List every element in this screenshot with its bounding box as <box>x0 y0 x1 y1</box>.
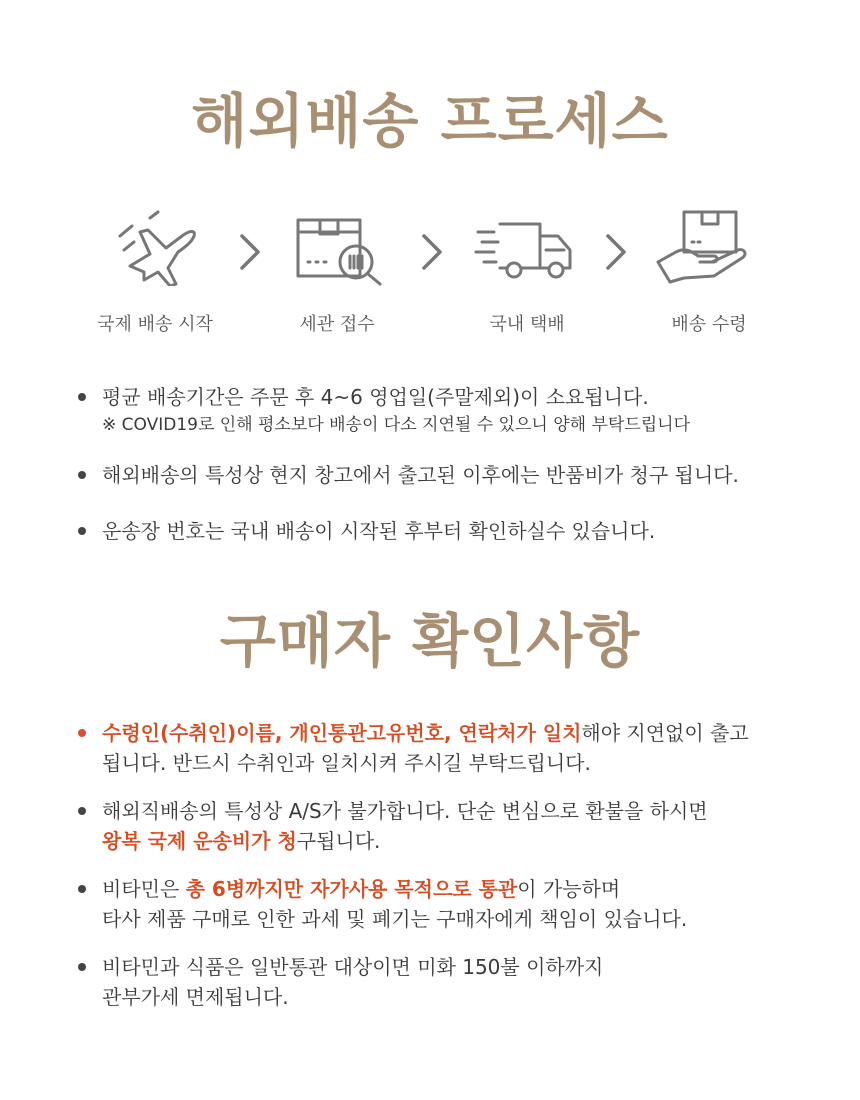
chevron-right-icon <box>414 230 450 274</box>
bullet-icon <box>78 729 86 737</box>
as-refund-text: 해외직배송의 특성상 A/S가 불가합니다. 단순 변심으로 환불을 하시면 <box>102 799 708 823</box>
return-shipping-text: 구됩니다. <box>296 829 381 853</box>
tax-disposal-text: 타사 제품 구매로 인한 과세 및 폐기는 구매자에게 책임이 있습니다. <box>102 907 688 931</box>
buyer-checklist <box>74 718 814 1012</box>
chevron-right-icon <box>598 230 634 274</box>
bullet-icon <box>78 393 86 401</box>
bullet-icon <box>78 471 86 479</box>
recipient-info-highlight: 수령인(수취인)이름, 개인통관고유번호, 연락처가 일치 <box>102 721 582 745</box>
list-item <box>74 718 814 778</box>
list-item <box>74 874 814 934</box>
list-item <box>74 382 814 438</box>
return-fee-text: 해외배송의 특성상 현지 창고에서 출고된 이후에는 반품비가 청구 됩니다. <box>102 463 739 487</box>
airplane-icon <box>110 206 210 286</box>
vitamin-limit-text: 비타민은 <box>102 877 186 901</box>
customs-box-icon <box>290 206 390 286</box>
duty-free-text: 비타민과 식품은 일반통관 대상이면 미화 150불 이하까지 <box>102 955 604 979</box>
return-shipping-highlight: 왕복 국제 운송비가 청 <box>102 829 297 853</box>
recipient-info-text: 해야 지연없이 출고 <box>581 721 749 745</box>
bullet-icon <box>78 963 86 971</box>
bullet-icon <box>78 885 86 893</box>
step-label-customs: 세관 접수 <box>299 314 375 335</box>
step-label-delivery-received: 배송 수령 <box>671 314 747 335</box>
step-label-domestic-delivery: 국내 택배 <box>489 314 565 335</box>
step-label-international-shipping: 국제 배송 시작 <box>97 314 213 335</box>
duty-free-text-2: 관부가세 면제됩니다. <box>102 985 289 1009</box>
buyer-checklist-title: 구매자 확인사항 <box>219 607 641 675</box>
list-item <box>74 516 814 546</box>
list-item <box>74 796 814 856</box>
delivery-truck-icon <box>474 206 574 286</box>
bullet-icon <box>78 527 86 535</box>
vitamin-limit-text-2: 이 가능하며 <box>517 877 621 901</box>
shipping-process-title: 해외배송 프로세스 <box>191 87 669 155</box>
shipping-steps <box>0 200 860 350</box>
hand-package-icon <box>654 206 754 286</box>
delivery-period-text: 평균 배송기간은 주문 후 4~6 영업일(주말제외)이 소요됩니다. <box>102 385 649 409</box>
list-item <box>74 952 814 1012</box>
tracking-number-text: 운송장 번호는 국내 배송이 시작된 후부터 확인하실수 있습니다. <box>102 519 656 543</box>
chevron-right-icon <box>232 230 268 274</box>
shipping-info-list <box>74 382 814 546</box>
vitamin-limit-highlight: 총 6병까지만 자가사용 목적으로 통관 <box>185 877 518 901</box>
bullet-icon <box>78 807 86 815</box>
list-item <box>74 460 814 490</box>
recipient-info-text-2: 됩니다. 반드시 수취인과 일치시켜 주시길 부탁드립니다. <box>102 751 591 775</box>
covid-notice-text: ※ COVID19로 인해 평소보다 배송이 다소 지연될 수 있으니 양해 부탁드립니다 <box>102 415 690 435</box>
